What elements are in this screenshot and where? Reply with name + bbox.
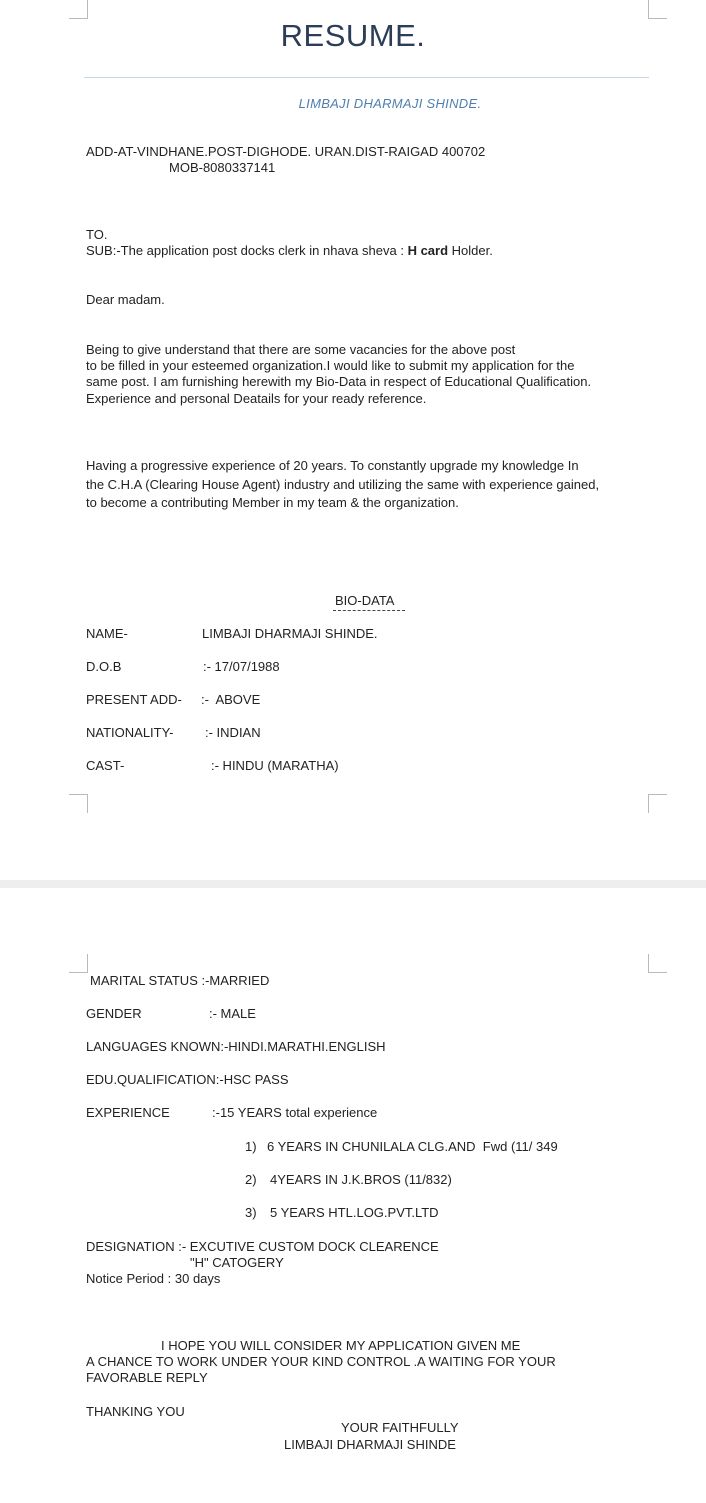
name-label: NAME- xyxy=(86,626,128,641)
experience-item: 5 YEARS HTL.LOG.PVT.LTD xyxy=(270,1205,439,1220)
page-corner-mark xyxy=(648,794,667,813)
present-address-label: PRESENT ADD- xyxy=(86,692,182,707)
page-corner-mark xyxy=(648,954,667,973)
title-divider xyxy=(84,77,649,78)
subject-suffix: Holder. xyxy=(448,243,493,258)
intro-paragraph-line: to be filled in your esteemed organization.I would like to submit my application for the xyxy=(86,358,575,373)
greeting: Dear madam. xyxy=(86,292,165,307)
experience-item: 6 YEARS IN CHUNILALA CLG.AND Fwd (11/ 349 xyxy=(267,1139,558,1154)
notice-period: Notice Period : 30 days xyxy=(86,1271,221,1286)
experience-value: :-15 YEARS total experience xyxy=(212,1105,378,1120)
biodata-underline xyxy=(333,610,405,611)
signature-name: LIMBAJI DHARMAJI SHINDE xyxy=(284,1437,456,1452)
designation: DESIGNATION :- EXCUTIVE CUSTOM DOCK CLEARENCE xyxy=(86,1239,439,1254)
experience-paragraph-line: the C.H.A (Clearing House Agent) industry and utilizing the same with experience gained, xyxy=(86,477,600,492)
experience-item-number: 2) xyxy=(245,1172,257,1187)
mobile-line: MOB-8080337141 xyxy=(169,160,276,175)
languages-known: LANGUAGES KNOWN:-HINDI.MARATHI.ENGLISH xyxy=(86,1039,386,1054)
page-separator xyxy=(0,880,706,888)
marital-status: MARITAL STATUS :-MARRIED xyxy=(90,973,270,988)
subject-bold: H card xyxy=(407,243,449,258)
document-title: RESUME. xyxy=(280,18,426,53)
intro-paragraph-line: same post. I am furnishing herewith my Bio-Data in respect of Educational Qualification. xyxy=(86,374,592,389)
closing-line: I HOPE YOU WILL CONSIDER MY APPLICATION GIVEN ME xyxy=(161,1338,521,1353)
intro-paragraph-line: Experience and personal Deatails for your ready reference. xyxy=(86,391,427,406)
nationality-value: :- INDIAN xyxy=(205,725,261,740)
letter-subject xyxy=(86,243,493,260)
address-line: ADD-AT-VINDHANE.POST-DIGHODE. URAN.DIST-RAIGAD 400702 xyxy=(86,144,486,159)
letter-to: TO. xyxy=(86,227,108,242)
experience-label: EXPERIENCE xyxy=(86,1105,170,1120)
name-value: LIMBAJI DHARMAJI SHINDE. xyxy=(202,626,378,641)
biodata-heading: BIO-DATA xyxy=(335,593,395,608)
applicant-name-heading: LIMBAJI DHARMAJI SHINDE. xyxy=(298,96,482,111)
page-corner-mark xyxy=(69,0,88,19)
sign-off: YOUR FAITHFULLY xyxy=(341,1420,459,1435)
closing-line: A CHANCE TO WORK UNDER YOUR KIND CONTROL .A WAITING FOR YOUR xyxy=(86,1354,556,1369)
thanks-line: THANKING YOU xyxy=(86,1404,185,1419)
experience-paragraph-line: Having a progressive experience of 20 years. To constantly upgrade my knowledge In xyxy=(86,458,579,473)
closing-line: FAVORABLE REPLY xyxy=(86,1370,208,1385)
experience-paragraph-line: to become a contributing Member in my team & the organization. xyxy=(86,495,459,510)
gender-label: GENDER xyxy=(86,1006,142,1021)
dob-value: :- 17/07/1988 xyxy=(203,659,280,674)
dob-label: D.O.B xyxy=(86,659,122,674)
nationality-label: NATIONALITY- xyxy=(86,725,174,740)
gender-value: :- MALE xyxy=(209,1006,256,1021)
experience-item-number: 1) xyxy=(245,1139,257,1154)
intro-paragraph-line: Being to give understand that there are some vacancies for the above post xyxy=(86,342,516,357)
cast-value: :- HINDU (MARATHA) xyxy=(211,758,339,773)
page-corner-mark xyxy=(69,954,88,973)
subject-prefix: SUB:-The application post docks clerk in nhava sheva : xyxy=(86,243,408,258)
experience-item-number: 3) xyxy=(245,1205,257,1220)
education-qualification: EDU.QUALIFICATION:-HSC PASS xyxy=(86,1072,289,1087)
page-corner-mark xyxy=(648,0,667,19)
present-address-value: :- ABOVE xyxy=(201,692,261,707)
category: "H" CATOGERY xyxy=(190,1255,284,1270)
experience-item: 4YEARS IN J.K.BROS (11/832) xyxy=(270,1172,452,1187)
cast-label: CAST- xyxy=(86,758,125,773)
page-corner-mark xyxy=(69,794,88,813)
